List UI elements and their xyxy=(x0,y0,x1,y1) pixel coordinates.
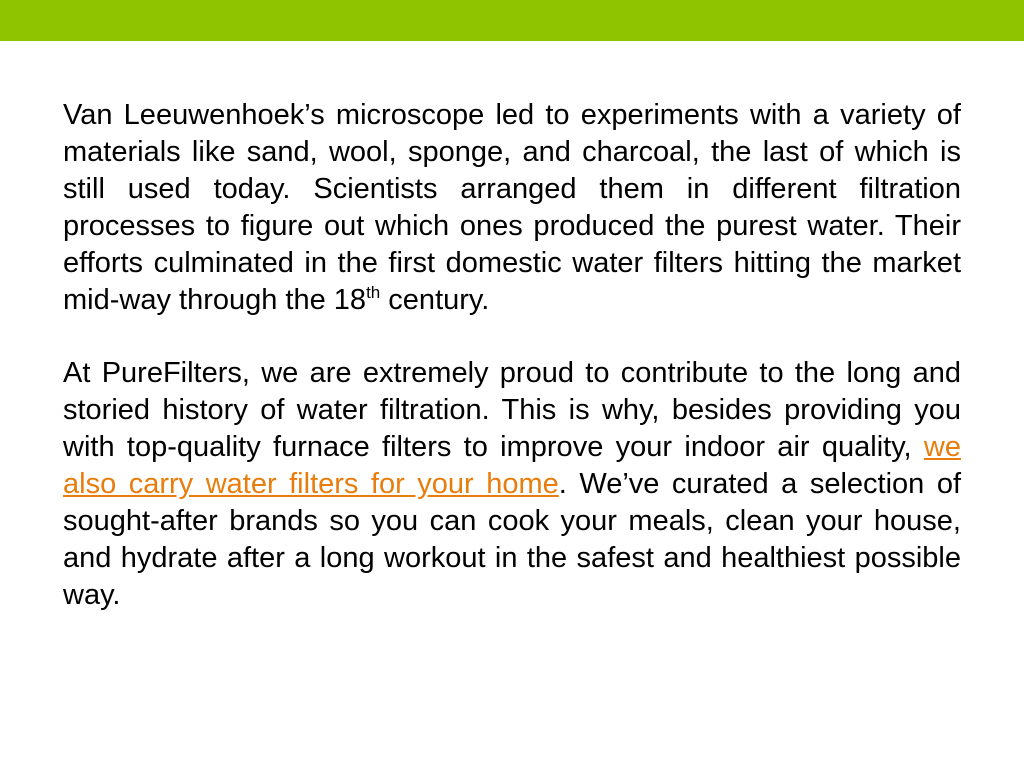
paragraph-purefilters-text: At PureFilters, we are extremely proud to contribute to the long and storied history of water filtration. This is why, besides providing you with top-quality furnace filters to improve your indoor air quality, xyxy=(63,357,961,463)
water-filters-link[interactable]: we also carry water filters for your home xyxy=(63,431,961,500)
paragraph-history-end: century. xyxy=(380,284,490,316)
paragraph-purefilters-end: . We’ve curated a selection of sought-after brands so you can cook your meals, clean your house, and hydrate after a long workout in the safest and healthiest possible way. xyxy=(63,468,961,611)
ordinal-superscript: th xyxy=(366,283,381,302)
top-accent-bar xyxy=(0,0,1024,41)
paragraph-purefilters xyxy=(63,355,961,614)
paragraph-history xyxy=(63,97,961,319)
body-text xyxy=(63,97,961,614)
paragraph-history-text: Van Leeuwenhoek’s microscope led to experiments with a variety of materials like sand, wool, sponge, and charcoal, the last of which is still used today. Scientists arranged them in different filtration processes to figure out which ones produced the purest water. Their efforts culminated in the first domestic water filters hitting the market mid-way through the 18 xyxy=(63,99,961,316)
